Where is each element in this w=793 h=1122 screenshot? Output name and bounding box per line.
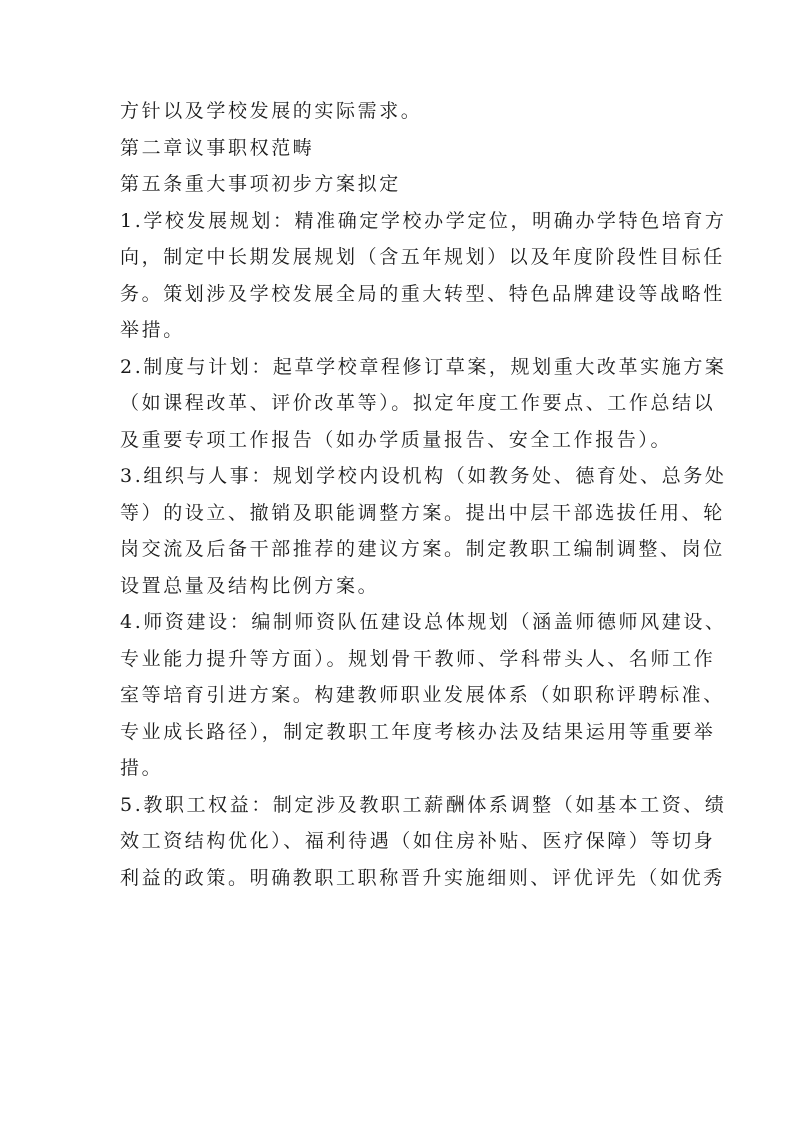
text-line: 专业能力提升等方面）。规划骨干教师、学科带头人、名师工作 [120,647,716,670]
text-line: （如课程改革、评价改革等）。拟定年度工作要点、工作总结以 [120,392,716,414]
text-line: 向，制定中长期发展规划（含五年规划）以及年度阶段性目标任 [120,246,725,268]
text-line: 岗交流及后备干部推荐的建议方案。制定教职工编制调整、岗位 [120,538,725,560]
text-line: 3.组织与人事：规划学校内设机构（如教务处、德育处、总务处 [120,465,727,487]
text-line: 措。 [120,757,164,779]
text-line: 效工资结构优化）、福利待遇（如住房补贴、医疗保障）等切身 [120,830,716,852]
text-line: 专业成长路径），制定教职工年度考核办法及结果运用等重要举 [120,720,716,743]
text-line: 务。策划涉及学校发展全局的重大转型、特色品牌建设等战略性 [120,282,725,305]
text-line: 方针以及学校发展的实际需求。 [120,100,423,122]
text-line: 利益的政策。明确教职工职称晋升实施细则、评优评先（如优秀 [120,866,725,889]
text-line: 室等培育引进方案。构建教师职业发展体系（如职称评聘标准、 [120,684,725,706]
text-line: 设置总量及结构比例方案。 [120,574,380,597]
text-line: 等）的设立、撤销及职能调整方案。提出中层干部选拔任用、轮 [120,501,725,524]
text-line: 1.学校发展规划：精准确定学校办学定位，明确办学特色培育方 [120,209,727,232]
text-line: 2.制度与计划：起草学校章程修订草案，规划重大改革实施方案 [120,355,727,378]
document-body [120,93,727,896]
chapter-heading: 第二章议事职权范畴 [120,136,315,159]
article-heading: 第五条重大事项初步方案拟定 [120,173,401,195]
text-line: 及重要专项工作报告（如办学质量报告、安全工作报告）。 [120,428,673,451]
text-line: 5.教职工权益：制定涉及教职工薪酬体系调整（如基本工资、绩 [120,793,727,816]
text-line: 举措。 [120,319,185,341]
text-line: 4.师资建设：编制师资队伍建设总体规划（涵盖师德师风建设、 [120,611,727,633]
